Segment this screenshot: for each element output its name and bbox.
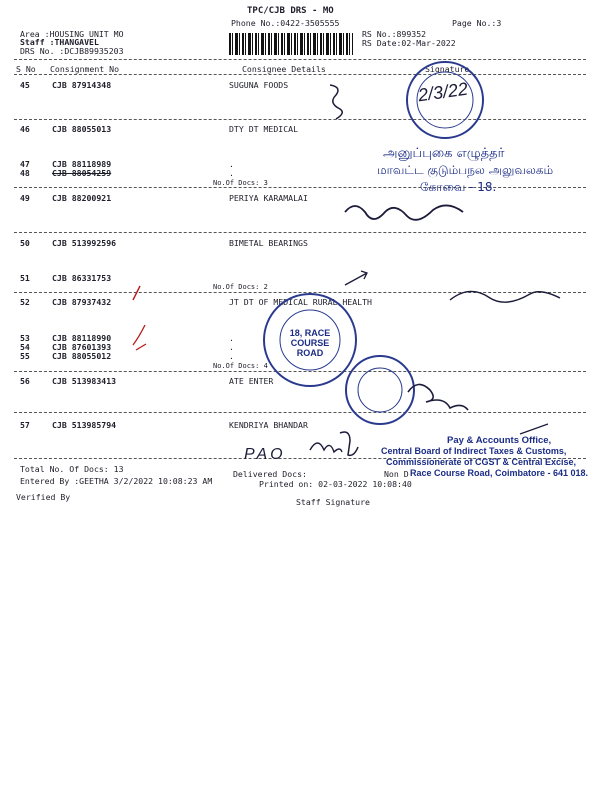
docs-count: No.Of Docs: 3 — [213, 179, 268, 187]
tick-mark — [133, 325, 146, 350]
round-stamp-text: 18, RACE COURSE ROAD — [289, 328, 331, 358]
column-header-consignee: Consignee Details — [242, 64, 326, 74]
entered-by: Entered By :GEETHA 3/2/2022 10:08:23 AM — [20, 476, 213, 486]
column-header-signature: Signature — [425, 64, 470, 74]
divider — [14, 412, 586, 413]
signature-mark — [450, 291, 560, 302]
divider — [14, 74, 586, 75]
signature-mark — [310, 443, 342, 452]
divider — [14, 292, 586, 293]
pao-stamp-line1: Pay & Accounts Office, — [447, 435, 552, 446]
pao-stamp-line2: Central Board of Indirect Taxes & Customs, — [381, 446, 567, 456]
staff-signature: Staff Signature — [296, 497, 370, 507]
verified-by: Verified By — [16, 492, 71, 502]
column-header-sno: S No — [16, 64, 36, 74]
signature-mark — [330, 85, 342, 119]
non-delivered-docs: Non D — [384, 469, 409, 479]
signature-mark — [345, 205, 463, 219]
tamil-stamp-line3: கோவை - 18. — [420, 180, 497, 194]
divider — [14, 119, 586, 120]
arrow-mark — [345, 271, 367, 285]
docs-count: No.Of Docs: 2 — [213, 283, 268, 291]
delivered-docs: Delivered Docs: — [233, 469, 307, 479]
printed-on: Printed on: 02-03-2022 10:08:40 — [259, 479, 412, 489]
signature-mark — [408, 384, 468, 410]
tamil-stamp-line2: மாவட்ட குடும்பநல அலுவலகம் — [377, 163, 554, 177]
rs-date: RS Date:02-Mar-2022 — [362, 38, 456, 48]
tamil-stamp-line1: அனுப்புகை எழுத்தர் — [383, 146, 505, 161]
pao-stamp-line3: Commissionerate of CGST & Central Excise, — [386, 457, 577, 467]
tick-mark — [133, 286, 140, 300]
area-label: Area :HOUSING UNIT MO — [20, 29, 124, 39]
document-title: TPC/CJB DRS - MO — [247, 6, 334, 16]
divider — [14, 187, 586, 188]
staff-label: Staff :THANGAVEL — [20, 37, 99, 47]
divider — [14, 371, 586, 372]
drs-number: DRS No. :DCJB89935203 — [20, 46, 124, 56]
handwritten-date: 2/3/22 — [416, 78, 470, 106]
divider — [14, 59, 586, 60]
docs-count: No.Of Docs: 4 — [213, 362, 268, 370]
handwritten-pao: PAO — [244, 446, 286, 463]
total-docs: Total No. Of Docs: 13 — [20, 464, 124, 474]
barcode-image — [229, 33, 353, 55]
rs-number: RS No.:899352 — [362, 29, 427, 39]
divider — [14, 232, 586, 233]
page-number: Page No.:3 — [452, 18, 502, 28]
round-stamp-lower — [346, 356, 414, 424]
phone-number: Phone No.:0422-3505555 — [231, 18, 340, 28]
pao-stamp-line4: Race Course Road, Coimbatore - 641 018. — [410, 468, 589, 478]
signature-mark — [340, 432, 358, 455]
column-header-consignment: Consignment No — [50, 64, 120, 74]
arrow-mark — [520, 424, 548, 434]
